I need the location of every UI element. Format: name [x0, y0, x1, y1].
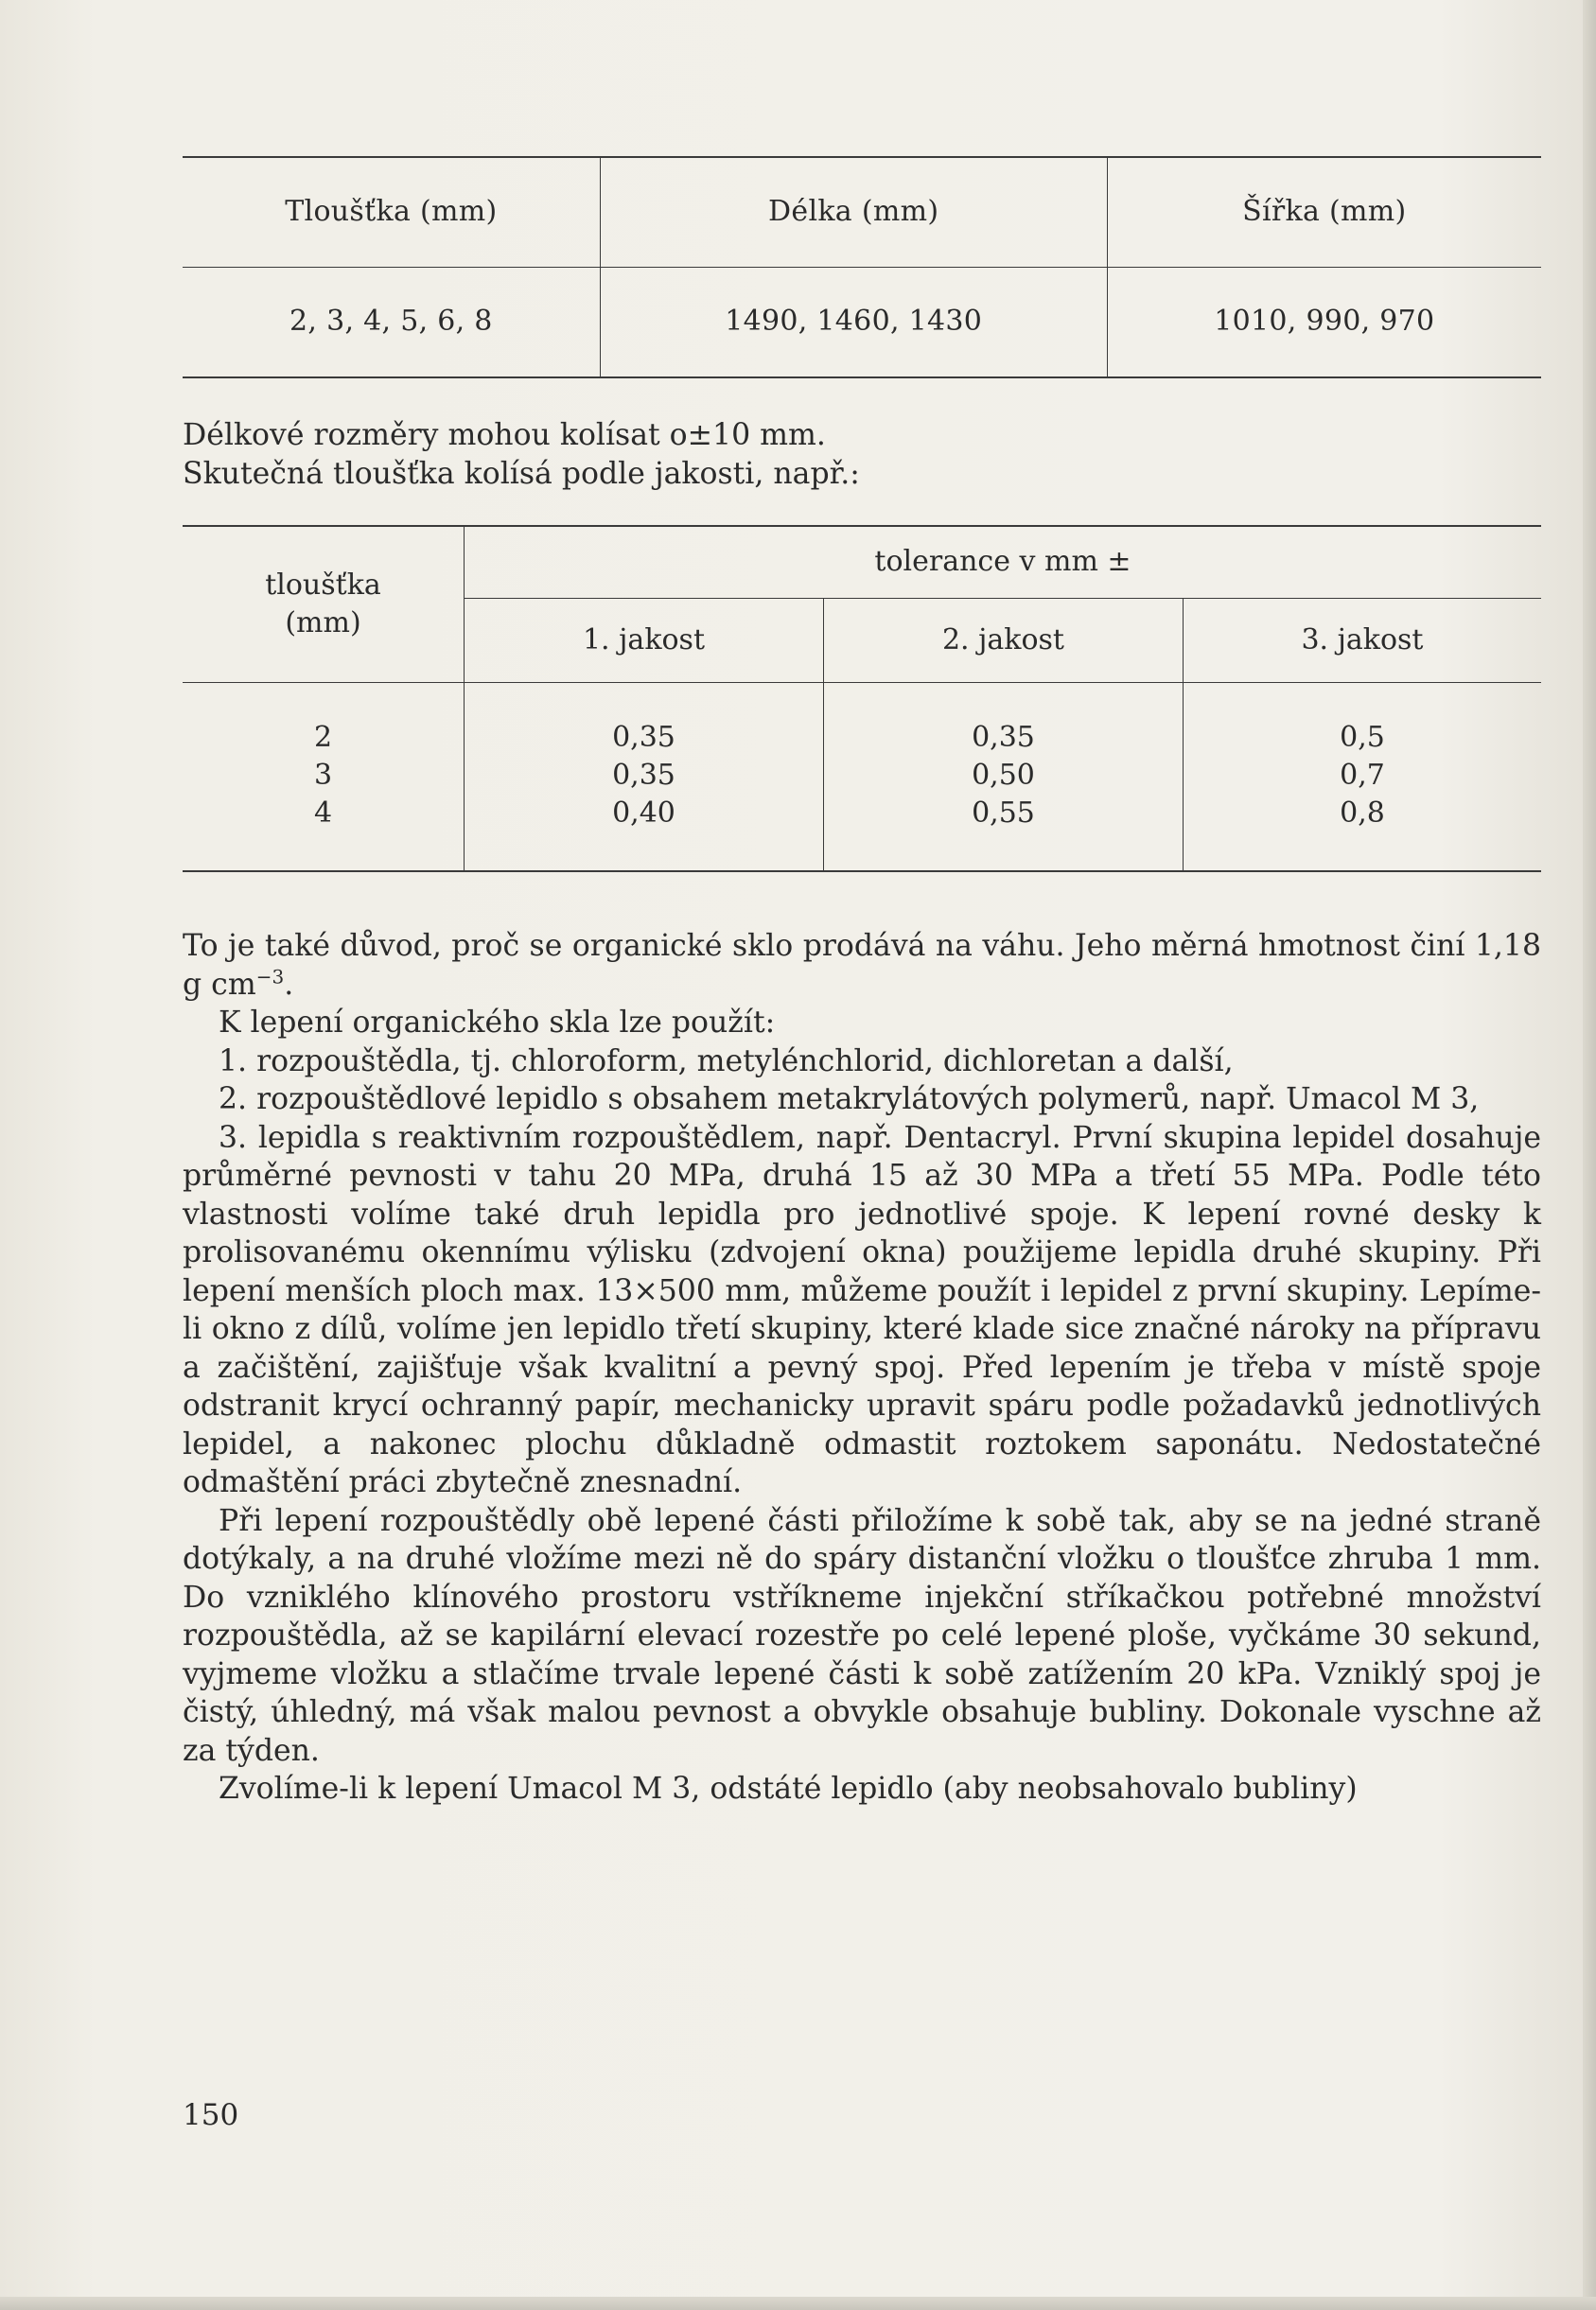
header-width: Šířka (mm) [1107, 157, 1541, 268]
page-number: 150 [183, 2098, 239, 2132]
header-length: Délka (mm) [600, 157, 1107, 268]
tolerance-value: 0,35 [972, 721, 1035, 754]
body-text [183, 927, 1541, 1809]
quality-3-column [1183, 683, 1541, 872]
cell-length-values: 1490, 1460, 1430 [600, 268, 1107, 378]
header-quality-2: 2. jakost [823, 599, 1183, 683]
density-end: . [284, 967, 294, 1002]
tolerance-table [183, 525, 1541, 872]
header-thickness-mm: tloušťka (mm) [183, 526, 465, 683]
tolerance-value: 0,50 [972, 759, 1035, 792]
tolerance-value: 0,7 [1340, 759, 1385, 792]
page-edge-shadow-bottom [0, 2297, 1596, 2310]
notes [183, 416, 1541, 493]
note-thickness-quality: Skutečná tloušťka kolísá podle jakosti, např.: [183, 456, 860, 491]
quality-1-column [465, 683, 824, 872]
cell-thickness-values: 2, 3, 4, 5, 6, 8 [289, 305, 493, 339]
tolerance-value: 0,8 [1340, 796, 1385, 830]
tolerance-value: 0,35 [612, 759, 675, 792]
header-tolerance: tolerance v mm ± [465, 526, 1542, 599]
paragraph-adhesives-intro: K lepení organického skla lze použít: [219, 1006, 776, 1040]
paragraph-umacol: Zvolíme-li k lepení Umacol M 3, odstáté lepidlo (aby neobsahovalo bubliny) [219, 1772, 1358, 1806]
header-thickness: Tloušťka (mm) [183, 157, 600, 268]
cell-width-values: 1010, 990, 970 [1107, 268, 1541, 378]
thickness-value: 2 [313, 721, 333, 754]
thickness-value: 4 [313, 796, 333, 830]
tolerance-value: 0,40 [612, 796, 675, 830]
dimensions-table [183, 156, 1541, 378]
list-item-1: 1. rozpouštědla, tj. chloroform, metylénchlorid, dichloretan a další, [219, 1043, 1234, 1078]
exponent: −3 [255, 965, 285, 988]
page-edge-shadow [1583, 0, 1596, 2310]
tolerance-value: 0,35 [612, 721, 675, 754]
density-text: To je také důvod, proč se organické sklo prodává na váhu. Jeho měrná hmotnost činí 1,18 g cm [183, 929, 1541, 1002]
tolerance-value: 0,5 [1340, 721, 1385, 754]
thickness-value: 3 [313, 759, 333, 792]
page-content [183, 151, 1541, 1809]
thickness-column [183, 683, 465, 872]
paragraph-density [183, 927, 1541, 1004]
quality-2-column [823, 683, 1183, 872]
header-quality-1: 1. jakost [465, 599, 824, 683]
tolerance-value: 0,55 [972, 796, 1035, 830]
paragraph-solvent-bonding: Při lepení rozpouštědly obě lepené části přiložíme k sobě tak, aby se na jedné straně dotýkaly, a na druhé vložíme mezi ně do spáry distanční vložku o tloušťce zhruba 1 mm. Do vzniklého klínového prostoru vstříkneme injekční stříkačkou potřebné množství rozpouštědla, až se kapilární elevací rozestře po celé lepené ploše, vyčkáme 30 sekund, vyjmeme vložku a stlačíme trvale lepené části k sobě zatížením 20 kPa. Vzniklý spoj je čistý, úhledný, má však malou pevnost a obvykle obsahuje bubliny. Dokonale vyschne až za týden. [183, 1503, 1541, 1768]
header-quality-3: 3. jakost [1183, 599, 1541, 683]
note-length-tolerance: Délkové rozměry mohou kolísat o±10 mm. [183, 418, 826, 452]
list-item-3: 3. lepidla s reaktivním rozpouštědlem, např. Dentacryl. První skupina lepidel dosahuje průměrné pevnosti v tahu 20 MPa, druhá 15 až 30 MPa a třetí 55 MPa. Podle této vlastnosti volíme také druh lepidla pro jednotlivé spoje. K lepení rovné desky k prolisovanému okennímu výlisku (zdvojení okna) použijeme lepidla druhé skupiny. Při lepení menších ploch max. 13×500 mm, můžeme použít i lepidel z první skupiny. Lepíme-li okno z dílů, volíme jen lepidlo třetí skupiny, které klade sice značné nároky na přípravu a začištění, zajišťuje však kvalitní a pevný spoj. Před lepením je třeba v místě spoje odstranit krycí ochranný papír, mechanicky upravit spáru podle požadavků jednotlivých lepidel, a nakonec plochu důkladně odmastit roztokem saponátu. Nedostatečné odmaštění práci zbytečně znesnadní. [183, 1120, 1541, 1499]
list-item-2: 2. rozpouštědlové lepidlo s obsahem metakrylátových polymerů, např. Umacol M 3, [219, 1082, 1480, 1116]
